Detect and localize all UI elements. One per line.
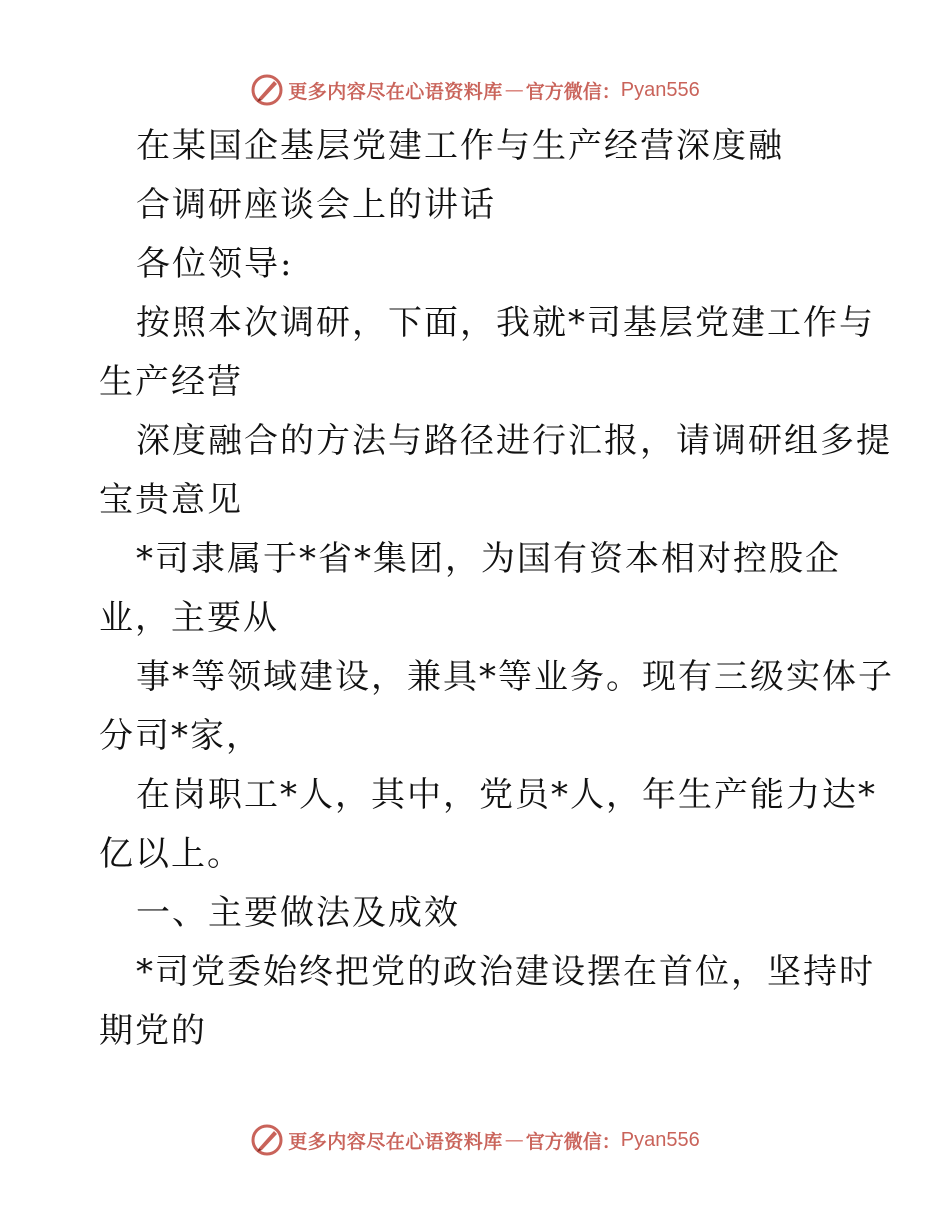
text-line: 各位领导: [136,244,294,284]
text-line: 合调研座谈会上的讲话 [136,185,496,225]
text-line: 在某国企基层党建工作与生产经营深度融 [136,126,784,166]
document-body [99,117,894,1061]
banner-wechat-id: Pyan556 [620,1128,700,1151]
text-line: 在岗职工*人，其中，党员*人，年生产能力达* [136,775,877,815]
text-line: 一、主要做法及成效 [136,893,460,933]
banner-site-text: 更多内容尽在心语资料库 [288,80,503,103]
banner-site-text: 更多内容尽在心语资料库 [288,1130,503,1153]
text-line: 宝贵意见 [99,480,243,520]
banner-wechat-id: Pyan556 [620,78,700,101]
text-line: 深度融合的方法与路径进行汇报，请调研组多提 [136,421,892,461]
text-line: 事*等领域建设，兼具*等业务。现有三级实体子 [136,657,894,697]
text-line: *司党委始终把党的政治建设摆在首位，坚持时 [136,952,875,992]
text-line: *司隶属于*省*集团，为国有资本相对控股企 [136,539,841,579]
banner-wechat-label: 官方微信： [525,80,621,103]
footer-banner [0,1120,950,1160]
banner-wechat-label: 官方微信： [525,1130,621,1153]
text-line: 分司*家， [99,716,262,756]
pen-logo-icon [250,1123,284,1157]
text-line: 生产经营 [99,362,243,402]
text-line: 期党的 [99,1011,207,1051]
banner-dash: — [504,79,524,101]
text-line: 亿以上。 [99,834,243,874]
text-line: 业，主要从 [99,598,279,638]
banner-dash: — [504,1129,524,1151]
pen-logo-icon [250,73,284,107]
header-banner [0,70,950,110]
text-line: 按照本次调研，下面，我就*司基层党建工作与 [136,303,875,343]
